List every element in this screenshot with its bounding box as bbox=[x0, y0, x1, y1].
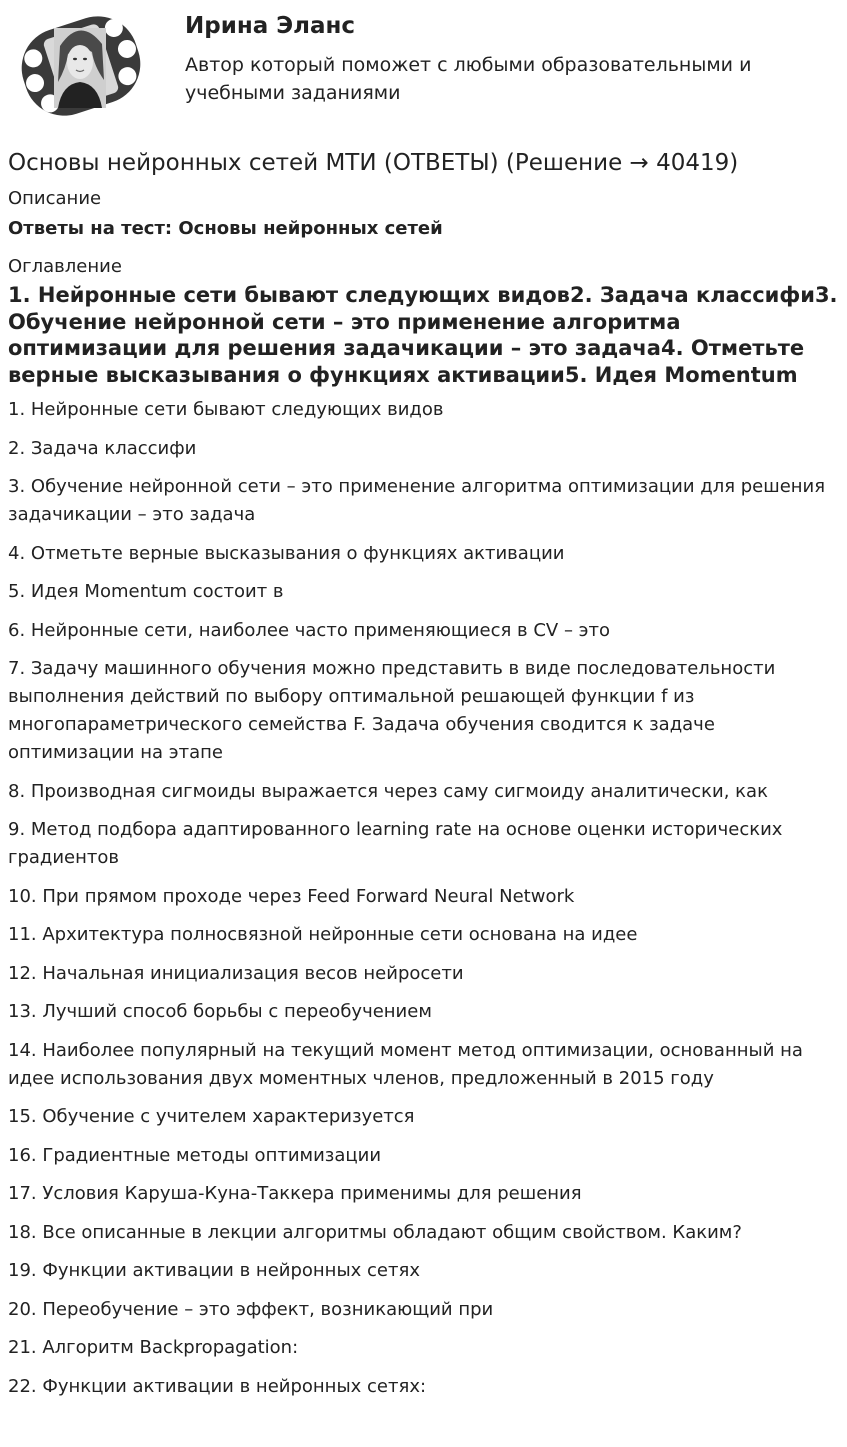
question-item: 5. Идея Momentum состоит в bbox=[8, 581, 284, 602]
question-item: 19. Функции активации в нейронных сетях bbox=[8, 1260, 420, 1281]
question-item: 20. Переобучение – это эффект, возникающий при bbox=[8, 1298, 494, 1320]
question-item: 16. Градиентные методы оптимизации bbox=[8, 1144, 382, 1166]
question-item: 2. Задача классифи bbox=[8, 437, 197, 459]
question-item: 8. Производная сигмоиды выражается через саму сигмоиду аналитически, как bbox=[8, 780, 768, 802]
toc-text: 1. Нейронные сети бывают следующих видов2. Задача классифи3. Обучение нейронной сети – это применение алгоритма оптимизации для решения задачикации – это задача4. Отметьте верные высказывания о функциях активации5. Идея Momentum bbox=[8, 283, 838, 387]
main-content bbox=[8, 146, 838, 1411]
author-description: Автор который поможет с любыми образовательными и учебными заданиями bbox=[185, 54, 752, 104]
question-item: 22. Функции активации в нейронных сетях: bbox=[8, 1375, 427, 1397]
description-label: Описание bbox=[8, 188, 102, 209]
question-item: 15. Обучение с учителем характеризуется bbox=[8, 1106, 415, 1127]
question-item: 9. Метод подбора адаптированного learning rate на основе оценки исторических градиентов bbox=[8, 819, 783, 868]
question-item: 13. Лучший способ борьбы с переобучением bbox=[8, 1001, 432, 1022]
question-item: 11. Архитектура полносвязной нейронные сети основана на идее bbox=[8, 924, 638, 945]
question-item: 12. Начальная инициализация весов нейросети bbox=[8, 962, 464, 984]
question-item: 18. Все описанные в лекции алгоритмы обладают общим свойством. Каким? bbox=[8, 1221, 742, 1243]
author-card bbox=[8, 6, 838, 128]
avatar-film-reel-icon bbox=[8, 6, 154, 126]
description-text: Ответы на тест: Основы нейронных сетей bbox=[8, 218, 443, 239]
question-item: 1. Нейронные сети бывают следующих видов bbox=[8, 399, 444, 420]
question-item: 10. При прямом проходе через Feed Forward Neural Network bbox=[8, 885, 575, 907]
question-list bbox=[8, 396, 838, 1401]
question-item: 3. Обучение нейронной сети – это применение алгоритма оптимизации для решения задачикации – это задача bbox=[8, 476, 826, 525]
question-item: 6. Нейронные сети, наиболее часто применяющиеся в CV – это bbox=[8, 619, 611, 641]
page-title: Основы нейронных сетей МТИ (ОТВЕТЫ) (Решение → 40419) bbox=[8, 150, 739, 176]
question-item: 21. Алгоритм Backpropagation: bbox=[8, 1337, 299, 1358]
question-item: 14. Наиболее популярный на текущий момент метод оптимизации, основанный на идее использования двух моментных членов, предложенный в 2015 году bbox=[8, 1039, 803, 1089]
question-item: 17. Условия Каруша-Куна-Таккера применимы для решения bbox=[8, 1183, 582, 1204]
author-avatar[interactable] bbox=[8, 6, 154, 126]
author-name[interactable]: Ирина Эланс bbox=[185, 13, 356, 39]
question-item: 4. Отметьте верные высказывания о функциях активации bbox=[8, 542, 565, 564]
toc-label: Оглавление bbox=[8, 256, 122, 277]
question-item: 7. Задачу машинного обучения можно представить в виде последовательности выполнения действий по выбору оптимальной решающей функции f из многопараметрического семейства F. Задача обучения сводится к задаче оптимизации на этапе bbox=[8, 658, 776, 763]
